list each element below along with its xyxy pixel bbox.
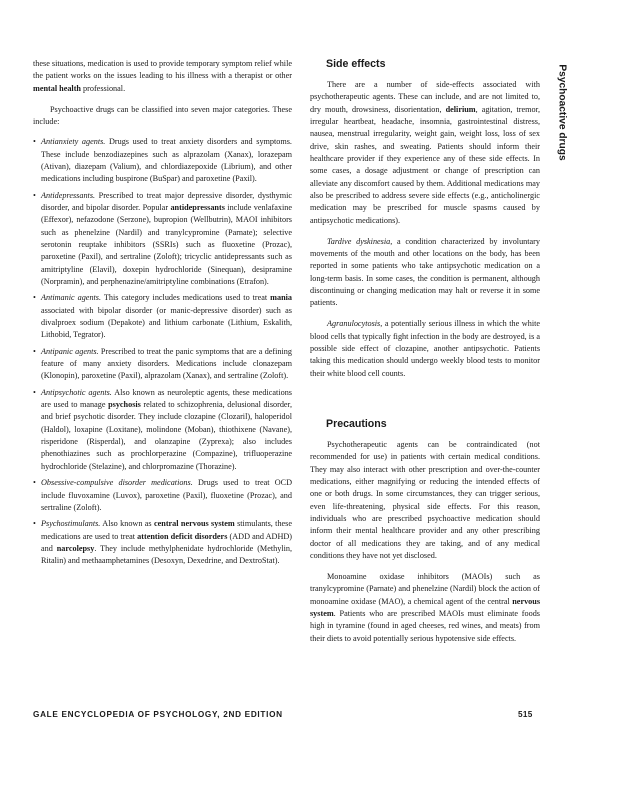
text-stimulants-2: stimulants, these medications are used to treat [41,519,293,541]
term-ocd: Obsessive-compulsive disorder medications. [41,478,193,488]
text-antipsychotic-2: related to schizophrenia, delusional disorder, and brief psychotic disorder. They include clozapine (Clozaril), haloperidol (Haldol), loxapine (Loxitane), molindone (Moban), thiothixene (Navane), risperidone (Risperdal), and olanzapine (Zyprexa); also includes phenothiazines such as prochlorperazine (Compazine), trifluoperazine hydrochloride (Stelazine), and chlorpromazine (Thorazine). [41,400,292,471]
link-delirium[interactable]: delirium [445,104,476,114]
link-psychosis[interactable]: psychosis [108,400,141,410]
term-antimanic: Antimanic agents. [41,293,102,303]
list-item-antidepressants [33,190,292,289]
text-stimulants-1: Also known as [100,519,154,529]
heading-precautions: Precautions [326,417,387,430]
text-antimanic-2: associated with bipolar disorder (or manic-depressive disorder) such as divalproex sodium (Depakote) and lithium carbonate (Lithium, Eskalith, Lithobid, Tegrator). [41,305,292,340]
link-antidepressants[interactable]: antidepressants [170,202,225,212]
intro-text-2: professional. [81,83,126,93]
list-item-ocd [33,477,292,514]
left-column [33,58,292,572]
list-item-antipsychotic [33,387,292,473]
list-item-antipanic [33,346,292,383]
link-mental-health[interactable]: mental health [33,83,81,93]
side-effects-text-2: , agitation, tremor, irregular heartbeat, headache, insomnia, gastrointestinal distress, nausea, menstrual irregularity, weight gain, weight loss, loss of sex drive, skin rashes, and sweating. Patients should inform their healthcare provider if they experience any of these side effects. In some cases, a dosage adjustment or change of prescription can alleviate any discomfort caused by them. Additional medications may also be prescribed to address severe side effects (e.g., anticholinergic medication may be prescribed for muscle spasms caused by antipsychotic medications). [310,104,540,225]
right-column [310,58,540,645]
text-antipsychotic-1: Also known as neuroleptic agents, these medications are used to manage [41,387,292,410]
category-list [33,136,292,567]
list-item-antimanic [33,292,292,341]
maoi-text-2: . Patients who are prescribed MAOIs must eliminate foods high in tyramine (found in aged cheeses, red wines, and meats) from their diets to avoid potentially serious hypotensive side effects. [310,608,540,643]
categories-intro: Psychoactive drugs can be classified into seven major categories. These include: [33,104,292,126]
link-attention-deficit-disorders[interactable]: attention deficit disorders [137,531,228,541]
text-antidepressants-2: include venlafaxine (Effexor), nefazodone (Serzone), bupropion (Wellbutrin), MAOI inhibitors such as phenelzine (Nardil) and tranylcypromine (Parnate); selective serotonin reuptake inhibitors (SSRIs) such as fluoxetine (Prozac), paroxetine (Paxil), and sertraline (Zoloft); tricyclic antidepressants such as amitriptyline (Elavil), doxepin hydrochloride (Sinequan), desipramine (Norpramin), and perphenazine/amitriptyline combinations (Etrafon). [41,202,292,286]
agranulocytosis-paragraph [310,318,540,380]
text-antianxiety: Drugs used to treat anxiety disorders and symptoms. These include benzodiazepines such as alprazolam (Xanax), lorazepam (Ativan), diazepam (Valium), and chlordiazepoxide (Librium), and other medications including buspirone (BuSpar) and paroxetine (Paxil). [41,137,292,184]
page-number: 515 [518,710,533,719]
term-antidepressants: Antidepressants. [41,190,96,200]
text-stimulants-4: . They include methylphenidate hydrochloride (Methylin, Ritalin) and methaamphetamines (Desoxyn, Dexedrine, and DextroStat). [41,543,292,566]
text-antidepressants-1: Prescribed to treat major depressive disorder, dysthymic disorder, and bipolar disorder. Popular [41,190,292,212]
tardive-dyskinesia-text: , a condition characterized by involuntary movements of the mouth and other locations on the body, has been reported in some patients who take antipsychotic medication on a long-term basis. In some cases, the condition is permanent, although discontinuing or changing medication may halt or reverse it in some patients. [310,236,540,308]
side-effects-paragraph-1 [310,79,540,227]
link-central-nervous-system[interactable]: central nervous system [154,519,235,529]
footer-publication: GALE ENCYCLOPEDIA OF PSYCHOLOGY, 2ND EDITION [33,710,283,719]
side-tab [556,58,568,168]
intro-paragraph [33,58,292,95]
agranulocytosis-text: , a potentially serious illness in which the white blood cells that typically fight infection in the body are destroyed, is a possible side effect of clozapine, another antipsychotic. Patients taking this medication should undergo weekly blood tests to monitor their white blood cell counts. [310,319,540,378]
intro-text-1: these situations, medication is used to provide temporary symptom relief while the patient works on the issues leading to his illness with a therapist or other [33,59,292,81]
term-antianxiety: Antianxiety agents. [41,137,106,147]
term-antipanic: Antipanic agents. [41,346,99,356]
text-antipanic: Prescribed to treat the panic symptoms that are a defining feature of many anxiety disorders. Medications include clonazepam (Klonopin), paroxetine (Paxil), alprazolam (Xanax), and sertraline (Zoloft). [41,346,292,381]
list-item-antianxiety [33,136,292,185]
term-agranulocytosis: Agranulocytosis [327,319,381,329]
text-stimulants-3: (ADD and ADHD) and [41,531,293,553]
term-antipsychotic: Antipsychotic agents. [41,387,112,397]
text-antimanic-1: This category includes medications used to treat [101,293,271,303]
side-tab-label: Psychoactive drugs [556,64,568,161]
link-narcolepsy[interactable]: narcolepsy [56,543,95,553]
text-ocd: Drugs used to treat OCD include fluvoxamine (Luvox), paroxetine (Paxil), fluoxetine (Prozac), and sertraline (Zoloft). [41,478,292,512]
maoi-text-1: Monoamine oxidase inhibitors (MAOIs) such as tranylcypromine (Parnate) and phenelzine (Nardil) block the action of monoamine oxidase (MAO), a chemical agent of the central [310,571,540,606]
link-nervous-system[interactable]: nervous system [310,596,540,618]
link-mania[interactable]: mania [270,293,292,303]
precautions-paragraph-1: Psychotherapeutic agents can be contraindicated (not recommended for use) in patients with certain medical conditions. They may also interact with other prescription and over-the-counter medications, either magnifying or reducing the intended effects of one or both drugs. In some circumstances, they can trigger serious, even life-threatening, physical side effects. For this reason, individuals who are prescribed psychoactive medication should inform their mental healthcare provider and any other prescribing doctor of all medications they are taking, and of any medical conditions they have not yet disclosed. [310,439,540,560]
term-psychostimulants: Psychostimulants. [41,519,101,529]
side-effects-text-1: There are a number of side-effects associated with psychotherapeutic agents. These can include, and are not limited to, dry mouth, drowsiness, disorientation, [310,80,540,114]
list-item-psychostimulants [33,518,292,567]
tardive-dyskinesia-paragraph [310,236,540,310]
term-tardive-dyskinesia: Tardive dyskinesia [327,236,391,246]
heading-side-effects: Side effects [326,58,386,70]
maoi-paragraph [310,571,540,645]
